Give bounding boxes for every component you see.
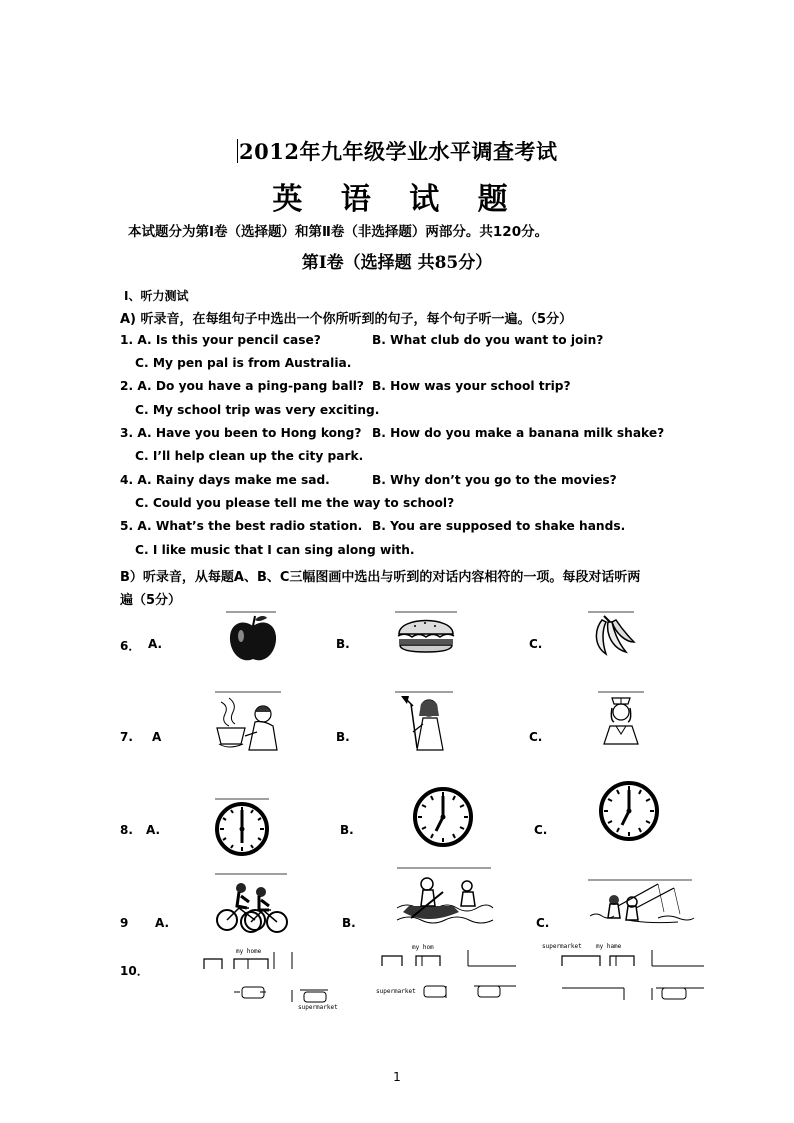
q8-label-a: A. [146,823,161,837]
q6-number: 6． [120,639,141,653]
clock-seven-icon-c [598,780,662,842]
nurse-icon [598,692,646,746]
q9-label-a: A. [155,916,170,930]
apple-icon [226,612,280,664]
part-a-instruction: A) 听录音，在每组句子中选出一个你所听到的句子，每个句子听一遍。（5分） [120,312,573,327]
text-cursor [237,139,239,163]
q9-label-b: B. [342,916,356,930]
q6-label-b: B. [336,637,350,651]
q5-option-b: B. You are supposed to shake hands. [372,519,626,533]
exam-intro: 本试题分为第Ⅰ卷（选择题）和第Ⅱ卷（非选择题）两部分。共120分。 [128,224,549,240]
part-title: 第Ⅰ卷（选择题 共85分） [301,253,493,273]
map-b-supermarket-label: supermarket [376,988,416,995]
q9-label-c: C. [536,916,550,930]
q3-option-a: 3. A. Have you been to Hong kong? [120,426,362,440]
q4-option-b: B. Why don’t you go to the movies? [372,473,617,487]
q5-option-a: 5. A. What’s the best radio station. [120,519,363,533]
q4-option-c: C. Could you please tell me the way to school? [135,496,455,510]
q2-option-c: C. My school trip was very exciting. [135,403,380,417]
q2-option-b: B. How was your school trip? [372,379,571,393]
cooking-woman-icon [215,692,283,754]
map-a-home-label: my home [236,948,262,955]
q7-number: 7. [120,730,133,744]
exam-title [0,136,794,166]
fishing-icon [588,880,696,934]
q9-number: 9 [120,916,129,930]
clock-seven-icon-b [412,786,476,848]
q6-label-a: A. [148,637,163,651]
q3-option-b: B. How do you make a banana milk shake? [372,426,665,440]
axe-girl-icon [395,692,457,754]
q7-label-c: C. [529,730,543,744]
cycling-icon [215,874,291,934]
section-title: Ⅰ、听力测试 [124,289,189,303]
q2-option-a: 2. A. Do you have a ping-pang ball? [120,379,365,393]
part-b-instruction-line1: B）听录音，从每题A、B、C三幅图画中选出与听到的对话内容相符的一项。每段对话听两 [120,570,641,585]
map-c [560,948,706,1008]
q1-option-a: 1. A. Is this your pencil case? [120,333,321,347]
q7-label-b: B. [336,730,350,744]
q6-label-c: C. [529,637,543,651]
q8-label-b: B. [340,823,354,837]
hamburger-icon [395,612,461,656]
page-number: 1 [393,1070,401,1084]
q8-number: 8. [120,823,133,837]
subject-title: 英 语 试 题 [272,182,522,217]
map-a [200,950,300,1020]
banana-icon [588,612,638,658]
q1-option-c: C. My pen pal is from Australia. [135,356,352,370]
q5-option-c: C. I like music that I can sing along with. [135,543,415,557]
q8-label-c: C. [534,823,548,837]
clock-six-icon [215,798,273,858]
q1-option-b: B. What club do you want to join? [372,333,604,347]
map-c-home-label: my hame [596,943,622,950]
map-c-supermarket-label: supermarket [542,943,582,950]
q4-option-a: 4. A. Rainy days make me sad. [120,473,330,487]
part-b-instruction-line2: 遍（5分） [120,593,182,608]
q7-label-a: A [152,730,162,744]
rowing-icon [397,868,493,934]
q3-option-c: C. I’ll help clean up the city park. [135,449,364,463]
map-b-home-label: my hom [412,944,434,951]
map-a-supermarket-label: supermarket [298,1004,338,1011]
exam-title-text: 2012年九年级学业水平调查考试 [239,139,558,164]
q10-number: 10． [120,964,149,978]
map-b [378,948,518,1008]
